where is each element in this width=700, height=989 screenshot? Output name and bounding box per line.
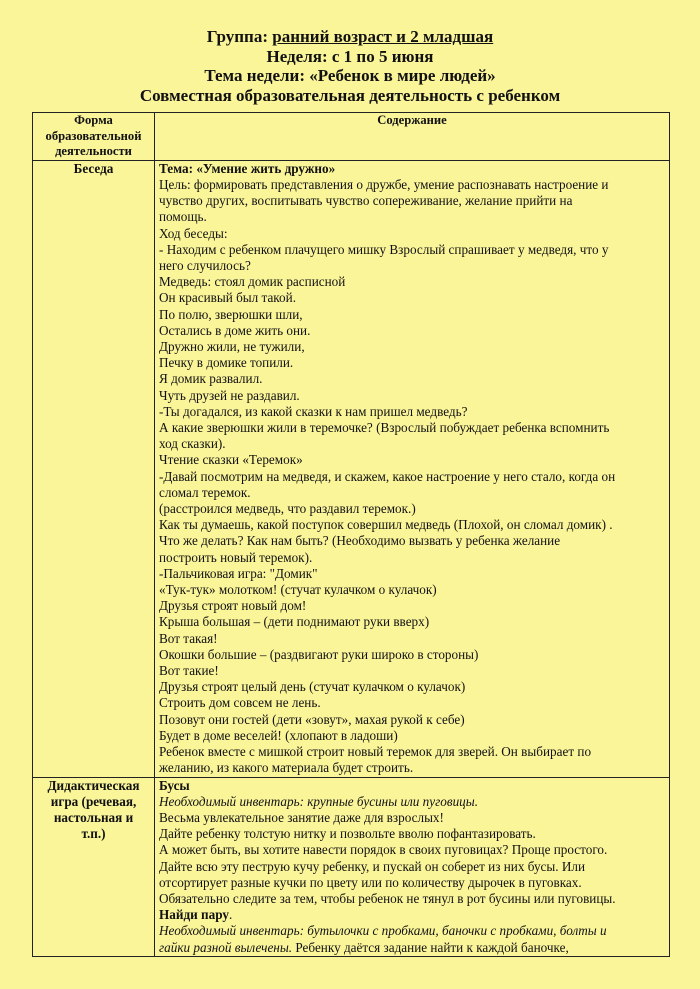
text-line: Вот такая! <box>159 630 218 646</box>
pair-inventory-line <box>159 940 665 956</box>
text-line: отсортирует разные кучки по цвету или по количеству дырочек в пуговках. <box>159 874 582 890</box>
text-line: него случилось? <box>159 258 251 273</box>
text-line: Позовут они гостей (дети «зовут», махая рукой к себе) <box>159 711 465 727</box>
text-line: сломал теремок. <box>159 484 251 500</box>
pair-text: Ребенку даётся задание найти к каждой баночке, <box>292 939 569 955</box>
group-value: ранний возраст и 2 младшая <box>272 27 494 46</box>
text-line: Печку в домике топили. <box>159 355 294 371</box>
text-line: помощь. <box>159 209 207 225</box>
group-label: Группа: <box>206 27 273 46</box>
content-cell <box>155 160 670 777</box>
table-header-row <box>33 113 670 161</box>
text-line: Остались в доме жить они. <box>159 322 311 338</box>
text-line: Что же делать? Как нам быть? (Необходимо вызвать у ребенка желание <box>159 533 561 549</box>
text-line: Чтение сказки «Теремок» <box>159 452 303 468</box>
text-line: чувство других, воспитывать чувство сопереживание, желание прийти на <box>159 193 573 209</box>
document-header <box>0 27 700 105</box>
conversation-text <box>159 177 665 777</box>
text-line: Как ты думаешь, какой поступок совершил медведь (Плохой, он сломал домик) . <box>159 517 613 533</box>
text-line: Крыша большая – (дети поднимают руки вверх) <box>159 614 430 630</box>
text-line: Ход беседы: <box>159 225 228 241</box>
text-line: А какие зверюшки жили в теремочке? (Взрослый побуждает ребенка вспомнить <box>159 420 610 436</box>
text-line: Медведь: стоял домик расписной <box>159 274 346 290</box>
text-line: Весьма увлекательное занятие даже для взрослых! <box>159 809 444 825</box>
form-cell: Беседа <box>33 160 155 777</box>
conversation-title: Тема: «Умение жить дружно» <box>159 160 336 176</box>
activity-title: Совместная образовательная деятельность с ребенком <box>139 85 561 105</box>
text-line: Обязательно следите за тем, чтобы ребенок не тянул в рот бусины или пуговицы. <box>159 890 616 906</box>
text-line: -Ты догадался, из какой сказки к нам пришел медведь? <box>159 403 468 419</box>
text-line: Дайте всю эту пеструю кучу ребенку, и пускай он соберет из них бусы. Или <box>159 858 586 874</box>
plan-table <box>32 112 670 957</box>
text-line: (расстроился медведь, что раздавил теремок.) <box>159 501 416 517</box>
form-header-line: образовательной <box>45 128 142 143</box>
text-line: Будет в доме веселей! (хлопают в ладоши) <box>159 727 398 743</box>
text-line: Ребенок вместе с мишкой строит новый теремок для зверей. Он выбирает по <box>159 744 592 760</box>
form-line: Дидактическая <box>47 777 140 793</box>
text-line: А может быть, вы хотите навести порядок в своих пуговицах? Проще простого. <box>159 842 608 858</box>
form-column-header <box>33 113 155 161</box>
form-line: т.п.) <box>81 826 106 842</box>
text-line: - Находим с ребенком плачущего мишку Взрослый спрашивает у медведя, что у <box>159 241 609 257</box>
week-line: Неделя: с 1 по 5 июня <box>266 46 434 66</box>
text-line: желанию, из какого материала будет строить. <box>159 760 414 776</box>
text-line: -Пальчиковая игра: "Домик" <box>159 565 318 581</box>
form-header-line: деятельности <box>55 144 132 159</box>
pair-title-line <box>159 907 665 923</box>
group-line <box>0 27 700 47</box>
text-line: построить новый теремок). <box>159 549 313 565</box>
text-line: Он красивый был такой. <box>159 290 296 306</box>
text-line: «Тук-тук» молотком! (стучат кулачком о кулачок) <box>159 582 437 598</box>
pair-inventory-end: гайки разной вылечены. <box>159 939 293 955</box>
text-line: Вот такие! <box>159 663 219 679</box>
beads-inventory: Необходимый инвентарь: крупные бусины или пуговицы. <box>159 793 479 809</box>
beads-text <box>159 810 665 907</box>
theme-line: Тема недели: «Ребенок в мире людей» <box>204 66 496 86</box>
table-row <box>33 777 670 956</box>
text-line: Чуть друзей не раздавил. <box>159 387 300 403</box>
text-line: Цель: формировать представления о дружбе, умение распознавать настроение и <box>159 176 609 192</box>
text-line: Друзья строят новый дом! <box>159 598 307 614</box>
form-line: игра (речевая, <box>50 793 137 809</box>
beads-title: Бусы <box>159 777 190 793</box>
text-line: Я домик развалил. <box>159 371 263 387</box>
pair-title: Найди пару <box>159 907 229 923</box>
text-line: По полю, зверюшки шли, <box>159 306 303 322</box>
table-row <box>33 160 670 777</box>
form-header-line: Форма <box>74 113 113 127</box>
text-line: -Давай посмотрим на медведя, и скажем, какое настроение у него стало, когда он <box>159 468 616 484</box>
content-column-header: Содержание <box>155 113 670 161</box>
form-line: настольная и <box>53 809 134 825</box>
content-cell <box>155 777 670 956</box>
text-line: Друзья строят целый день (стучат кулачком о кулачок) <box>159 679 466 695</box>
form-cell <box>33 777 155 956</box>
text-line: Дружно жили, не тужили, <box>159 339 305 355</box>
pair-inventory: Необходимый инвентарь: бутылочки с пробками, баночки с пробками, болты и <box>159 923 607 939</box>
text-line: Дайте ребенку толстую нитку и позвольте вволю пофантазировать. <box>159 826 536 842</box>
pair-title-suffix: . <box>228 907 233 923</box>
text-line: Строить дом совсем не лень. <box>159 695 321 711</box>
text-line: Окошки большие – (раздвигают руки широко в стороны) <box>159 646 479 662</box>
text-line: ход сказки). <box>159 436 226 452</box>
